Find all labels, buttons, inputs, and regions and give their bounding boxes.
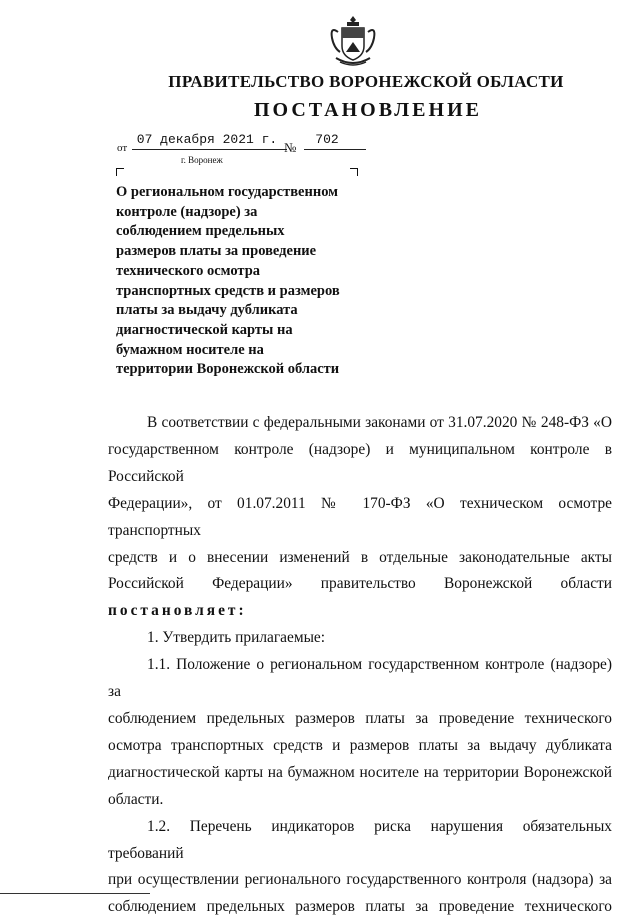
subject-bracket-left [116, 168, 124, 176]
date-prefix: от [117, 142, 128, 154]
number-underline [304, 149, 366, 150]
body-line: соблюдением предельных размеров платы за проведение технического [108, 898, 612, 916]
government-title: ПРАВИТЕЛЬСТВО ВОРОНЕЖСКОЙ ОБЛАСТИ [168, 72, 564, 91]
subject-line: размеров платы за проведение [116, 243, 317, 260]
coat-of-arms-icon [328, 14, 378, 70]
subject-line: платы за выдачу дубликата [116, 302, 298, 319]
body-line: государственном контроле (надзоре) и муниципальном контроле в Российской [108, 440, 612, 485]
date-number-line [112, 132, 362, 156]
date-underline [132, 149, 287, 150]
item-1: 1. Утвердить прилагаемые: [147, 629, 326, 647]
body-line: соблюдением предельных размеров платы за проведение технического [108, 709, 612, 727]
subject-line: транспортных средств и размеров [116, 282, 340, 299]
body-line: Федерации», от 01.07.2011 № 170-ФЗ «О техническом осмотре транспортных [108, 494, 612, 539]
body-line: области. [108, 790, 164, 808]
subject-line: бумажном носителе на [116, 341, 264, 358]
resolves-word: постановляет: [108, 602, 247, 620]
document-number: 702 [315, 132, 339, 147]
subject-line: технического осмотра [116, 262, 261, 279]
body-line: при осуществлении регионального государственного контроля (надзора) за [108, 871, 612, 889]
subject-line: диагностической карты на [116, 321, 293, 338]
document-subject [116, 183, 368, 380]
body-line: 1.2. Перечень индикаторов риска нарушения обязательных требований [108, 817, 612, 862]
document-type: ПОСТАНОВЛЕНИЕ [254, 99, 482, 121]
subject-line: контроле (надзоре) за [116, 203, 258, 220]
body-line: 1.1. Положение о региональном государственном контроле (надзоре) за [108, 656, 612, 701]
body-line: осмотра транспортных средств и размеров платы за выдачу дубликата [108, 736, 612, 754]
footer-rule [0, 893, 150, 894]
subject-bracket-right [350, 168, 358, 176]
city-name: г. Воронеж [181, 155, 223, 165]
document-date: 07 декабря 2021 г. [136, 132, 278, 147]
document-body [108, 410, 612, 921]
body-line: Российской Федерации» правительство Воронежской области [108, 575, 612, 593]
number-sign: № [284, 140, 297, 155]
body-line: диагностической карты на бумажном носителе на территории Воронежской [108, 763, 612, 781]
body-line: В соответствии с федеральными законами от 31.07.2020 № 248-ФЗ «О [147, 414, 612, 431]
subject-line: соблюдением предельных [116, 223, 285, 240]
subject-line: О региональном государственном [116, 184, 339, 200]
body-line: средств и о внесении изменений в отдельные законодательные акты [108, 548, 612, 566]
subject-line: территории Воронежской области [116, 361, 340, 378]
